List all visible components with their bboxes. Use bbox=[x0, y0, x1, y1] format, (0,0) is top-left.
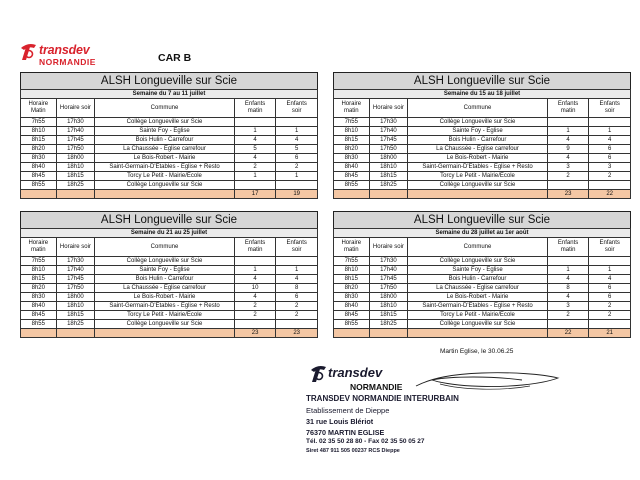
table-cell: 18h15 bbox=[369, 172, 408, 181]
table-cell: Bois Hulin - Carrefour bbox=[408, 136, 548, 145]
column-header: Enfants soir bbox=[589, 238, 631, 257]
table-cell: Torcy Le Petit - Mairie/Ecole bbox=[95, 311, 235, 320]
table-row bbox=[334, 163, 631, 172]
table-cell: 4 bbox=[234, 136, 276, 145]
total-soir: 21 bbox=[589, 329, 631, 338]
table-cell: 8h15 bbox=[334, 136, 370, 145]
panel-title: ALSH Longueville sur Scie bbox=[333, 211, 631, 228]
table-cell: 1 bbox=[589, 266, 631, 275]
table-cell: 17h40 bbox=[56, 127, 95, 136]
total-row bbox=[334, 190, 631, 199]
table-cell: 6 bbox=[589, 145, 631, 154]
table-row bbox=[334, 311, 631, 320]
table-cell: 17h50 bbox=[56, 145, 95, 154]
total-row bbox=[21, 329, 318, 338]
table-cell: 4 bbox=[234, 293, 276, 302]
column-header: Horaire matin bbox=[334, 238, 370, 257]
table-cell: Saint-Germain-D'Etables - Eglise + Resto bbox=[408, 163, 548, 172]
week-label: Semaine du 7 au 11 juillet bbox=[21, 90, 318, 99]
table-cell: 8h10 bbox=[21, 266, 57, 275]
table-cell: 8h40 bbox=[21, 163, 57, 172]
table-row bbox=[21, 275, 318, 284]
table-cell bbox=[234, 118, 276, 127]
table-cell: 2 bbox=[276, 311, 318, 320]
table-cell: Bois Hulin - Carrefour bbox=[408, 275, 548, 284]
column-header: Enfants soir bbox=[276, 99, 318, 118]
table-cell bbox=[276, 181, 318, 190]
signature-date: Martin Eglise, le 30.06.25 bbox=[440, 348, 514, 355]
total-matin: 23 bbox=[547, 190, 589, 199]
table-cell: 17h40 bbox=[369, 127, 408, 136]
total-blank-cell bbox=[408, 329, 548, 338]
total-blank-cell bbox=[408, 190, 548, 199]
schedule-panel bbox=[333, 72, 631, 199]
table-cell: Sainte Foy - Eglise bbox=[408, 127, 548, 136]
stamp-siret: Siret 487 911 505 00237 RCS Dieppe bbox=[306, 448, 400, 454]
table-row bbox=[21, 266, 318, 275]
table-cell: 4 bbox=[589, 136, 631, 145]
column-header: Horaire soir bbox=[369, 238, 408, 257]
table-cell: Collège Longueville sur Scie bbox=[95, 257, 235, 266]
table-cell: 10 bbox=[234, 284, 276, 293]
table-cell: 8h55 bbox=[21, 320, 57, 329]
table-row bbox=[21, 302, 318, 311]
table-cell: La Chaussée - Eglise carrefour bbox=[95, 145, 235, 154]
column-header: Commune bbox=[95, 99, 235, 118]
column-header: Enfants soir bbox=[276, 238, 318, 257]
column-header: Commune bbox=[95, 238, 235, 257]
stamp-phone: Tél. 02 35 50 28 80 - Fax 02 35 50 05 27 bbox=[306, 438, 425, 445]
table-cell: 8h55 bbox=[334, 181, 370, 190]
table-cell: 1 bbox=[234, 172, 276, 181]
table-cell: Le Bois-Robert - Mairie bbox=[95, 293, 235, 302]
table-row bbox=[334, 275, 631, 284]
table-row bbox=[21, 127, 318, 136]
table-row bbox=[334, 320, 631, 329]
table-cell: 17h50 bbox=[369, 145, 408, 154]
total-blank-cell bbox=[334, 190, 370, 199]
table-cell bbox=[547, 320, 589, 329]
table-cell: 1 bbox=[276, 172, 318, 181]
table-cell: 2 bbox=[276, 302, 318, 311]
table-cell: 18h25 bbox=[369, 320, 408, 329]
table-cell: 18h15 bbox=[56, 311, 95, 320]
table-cell: 17h45 bbox=[56, 275, 95, 284]
total-blank-cell bbox=[95, 329, 235, 338]
total-soir: 19 bbox=[276, 190, 318, 199]
table-cell: La Chaussée - Eglise carrefour bbox=[95, 284, 235, 293]
table-cell: 8h40 bbox=[334, 302, 370, 311]
stamp-company: TRANSDEV NORMANDIE INTERURBAIN bbox=[306, 394, 459, 403]
table-row bbox=[21, 145, 318, 154]
column-header: Horaire Matin bbox=[21, 99, 57, 118]
total-matin: 23 bbox=[234, 329, 276, 338]
table-row bbox=[21, 257, 318, 266]
table-row bbox=[21, 293, 318, 302]
table-row bbox=[21, 136, 318, 145]
table-cell: 1 bbox=[276, 266, 318, 275]
table-cell: 3 bbox=[547, 163, 589, 172]
table-cell: 8h10 bbox=[334, 127, 370, 136]
table-row bbox=[21, 163, 318, 172]
week-label: Semaine du 28 juillet au 1er août bbox=[334, 229, 631, 238]
table-cell: 7h55 bbox=[334, 257, 370, 266]
table-cell: 18h10 bbox=[369, 302, 408, 311]
table-cell: 2 bbox=[547, 172, 589, 181]
table-row bbox=[334, 154, 631, 163]
table-cell: 2 bbox=[589, 311, 631, 320]
table-row bbox=[334, 127, 631, 136]
total-blank-cell bbox=[56, 190, 95, 199]
table-cell: 8h45 bbox=[334, 172, 370, 181]
column-header: Enfants matin bbox=[234, 238, 276, 257]
column-header: Horaire matin bbox=[334, 99, 370, 118]
table-cell: 17h45 bbox=[369, 136, 408, 145]
table-cell: 7h55 bbox=[21, 118, 57, 127]
table-row bbox=[334, 172, 631, 181]
table-cell: 4 bbox=[276, 275, 318, 284]
column-header: Horaire soir bbox=[56, 238, 95, 257]
total-blank-cell bbox=[334, 329, 370, 338]
table-cell: Saint-Germain-D'Etables - Eglise + Resto bbox=[95, 302, 235, 311]
document-title: CAR B bbox=[158, 52, 192, 64]
panel-title: ALSH Longueville sur Scie bbox=[20, 72, 318, 89]
table-cell: 17h45 bbox=[369, 275, 408, 284]
total-blank-cell bbox=[21, 190, 57, 199]
column-header: Enfants matin bbox=[547, 99, 589, 118]
schedule-panel bbox=[20, 211, 318, 338]
table-cell: 1 bbox=[234, 266, 276, 275]
table-cell: 4 bbox=[547, 154, 589, 163]
table-cell: 8h40 bbox=[21, 302, 57, 311]
total-matin: 17 bbox=[234, 190, 276, 199]
schedule-table bbox=[20, 89, 318, 199]
table-cell: 3 bbox=[589, 163, 631, 172]
table-cell: 17h50 bbox=[56, 284, 95, 293]
column-header: Commune bbox=[408, 238, 548, 257]
table-cell: 17h40 bbox=[369, 266, 408, 275]
table-cell bbox=[234, 320, 276, 329]
table-row bbox=[334, 136, 631, 145]
table-cell: 6 bbox=[589, 154, 631, 163]
table-cell: 8h15 bbox=[21, 275, 57, 284]
table-cell: 6 bbox=[589, 293, 631, 302]
table-cell: 8h30 bbox=[334, 293, 370, 302]
table-row bbox=[334, 257, 631, 266]
table-cell bbox=[276, 118, 318, 127]
table-row bbox=[334, 302, 631, 311]
table-row bbox=[334, 118, 631, 127]
table-cell: 1 bbox=[547, 127, 589, 136]
table-cell: 4 bbox=[547, 136, 589, 145]
table-cell: 8 bbox=[276, 284, 318, 293]
table-cell: 7h55 bbox=[334, 118, 370, 127]
table-cell: 1 bbox=[234, 127, 276, 136]
table-cell: 2 bbox=[589, 302, 631, 311]
table-cell: Saint-Germain-D'Etables - Eglise + Resto bbox=[95, 163, 235, 172]
table-cell: Le Bois-Robert - Mairie bbox=[95, 154, 235, 163]
table-cell: 2 bbox=[589, 172, 631, 181]
table-cell: Collège Longueville sur Scie bbox=[408, 320, 548, 329]
table-cell: 8h40 bbox=[334, 163, 370, 172]
table-cell: 18h00 bbox=[56, 154, 95, 163]
table-cell: La Chaussée - Eglise carrefour bbox=[408, 145, 548, 154]
table-cell: 18h10 bbox=[56, 302, 95, 311]
table-row bbox=[334, 266, 631, 275]
table-cell: 2 bbox=[547, 311, 589, 320]
table-cell: Torcy Le Petit - Mairie/Ecole bbox=[408, 172, 548, 181]
table-row bbox=[21, 172, 318, 181]
table-cell: Saint-Germain-D'Etables - Eglise + Resto bbox=[408, 302, 548, 311]
table-cell: Collège Longueville sur Scie bbox=[408, 118, 548, 127]
table-cell: 8h30 bbox=[21, 154, 57, 163]
table-cell: 8h55 bbox=[21, 181, 57, 190]
week-label: Semaine du 15 au 18 juillet bbox=[334, 90, 631, 99]
total-soir: 23 bbox=[276, 329, 318, 338]
schedule-panel bbox=[333, 211, 631, 338]
table-cell: 6 bbox=[276, 293, 318, 302]
table-cell bbox=[547, 181, 589, 190]
total-row bbox=[334, 329, 631, 338]
stamp-city: 76370 MARTIN EGLISE bbox=[306, 428, 385, 437]
table-cell: 5 bbox=[234, 145, 276, 154]
table-cell: 8h10 bbox=[21, 127, 57, 136]
total-soir: 22 bbox=[589, 190, 631, 199]
table-cell: Collège Longueville sur Scie bbox=[408, 181, 548, 190]
transdev-logo-icon bbox=[18, 42, 38, 62]
schedule-panel bbox=[20, 72, 318, 199]
panel-title: ALSH Longueville sur Scie bbox=[333, 72, 631, 89]
company-stamp bbox=[306, 362, 566, 462]
table-cell bbox=[547, 257, 589, 266]
table-cell: 8h10 bbox=[334, 266, 370, 275]
table-cell: 18h25 bbox=[369, 181, 408, 190]
table-cell: 8h20 bbox=[334, 145, 370, 154]
table-cell: 18h25 bbox=[56, 320, 95, 329]
transdev-logo bbox=[18, 42, 128, 70]
table-cell: 8h15 bbox=[334, 275, 370, 284]
table-cell: Le Bois-Robert - Mairie bbox=[408, 154, 548, 163]
table-cell: Le Bois-Robert - Mairie bbox=[408, 293, 548, 302]
table-cell: 17h40 bbox=[56, 266, 95, 275]
table-cell: 8h20 bbox=[21, 145, 57, 154]
table-cell: 8h30 bbox=[21, 293, 57, 302]
table-cell bbox=[589, 320, 631, 329]
table-cell: 18h25 bbox=[56, 181, 95, 190]
table-row bbox=[21, 154, 318, 163]
table-cell: 6 bbox=[589, 284, 631, 293]
table-cell: 8h45 bbox=[334, 311, 370, 320]
column-header: Horaire soir bbox=[369, 99, 408, 118]
table-cell: Collège Longueville sur Scie bbox=[95, 320, 235, 329]
table-cell: 18h00 bbox=[369, 154, 408, 163]
table-row bbox=[21, 181, 318, 190]
stamp-logo-icon bbox=[308, 364, 328, 384]
logo-region: NORMANDIE bbox=[39, 57, 96, 67]
table-row bbox=[21, 118, 318, 127]
table-cell bbox=[547, 118, 589, 127]
stamp-establishment: Etablissement de Dieppe bbox=[306, 406, 390, 415]
total-blank-cell bbox=[95, 190, 235, 199]
table-cell: 4 bbox=[234, 275, 276, 284]
column-header: Enfants matin bbox=[234, 99, 276, 118]
table-cell: 17h50 bbox=[369, 284, 408, 293]
table-cell bbox=[234, 181, 276, 190]
table-cell bbox=[589, 257, 631, 266]
total-matin: 22 bbox=[547, 329, 589, 338]
stamp-brand: transdev bbox=[328, 365, 383, 380]
table-cell: Bois Hulin - Carrefour bbox=[95, 136, 235, 145]
table-cell: 4 bbox=[276, 136, 318, 145]
table-cell: 5 bbox=[276, 145, 318, 154]
week-label: Semaine du 21 au 25 juillet bbox=[21, 229, 318, 238]
table-cell: 17h30 bbox=[369, 118, 408, 127]
table-cell: 1 bbox=[547, 266, 589, 275]
total-row bbox=[21, 190, 318, 199]
table-row bbox=[21, 284, 318, 293]
schedule-table bbox=[20, 228, 318, 338]
table-row bbox=[334, 181, 631, 190]
table-cell: 18h00 bbox=[369, 293, 408, 302]
table-cell: Sainte Foy - Eglise bbox=[95, 266, 235, 275]
table-cell: Collège Longueville sur Scie bbox=[95, 181, 235, 190]
table-cell: 8 bbox=[547, 284, 589, 293]
table-cell: 2 bbox=[234, 311, 276, 320]
table-cell: 8h45 bbox=[21, 311, 57, 320]
total-blank-cell bbox=[369, 190, 408, 199]
table-cell: Sainte Foy - Eglise bbox=[408, 266, 548, 275]
table-cell: 6 bbox=[276, 154, 318, 163]
total-blank-cell bbox=[56, 329, 95, 338]
table-cell: 8h20 bbox=[334, 284, 370, 293]
table-cell: Torcy Le Petit - Mairie/Ecole bbox=[408, 311, 548, 320]
table-cell: 18h15 bbox=[369, 311, 408, 320]
table-cell: 17h45 bbox=[56, 136, 95, 145]
column-header: Horaire matin bbox=[21, 238, 57, 257]
table-cell: La Chaussée - Eglise carrefour bbox=[408, 284, 548, 293]
logo-brand: transdev bbox=[39, 43, 90, 57]
table-cell: 4 bbox=[589, 275, 631, 284]
table-cell: 17h30 bbox=[369, 257, 408, 266]
total-blank-cell bbox=[21, 329, 57, 338]
table-row bbox=[334, 293, 631, 302]
table-cell: 8h45 bbox=[21, 172, 57, 181]
table-row bbox=[334, 145, 631, 154]
table-cell: 7h55 bbox=[21, 257, 57, 266]
table-cell: 4 bbox=[547, 275, 589, 284]
table-cell: 18h00 bbox=[56, 293, 95, 302]
table-cell bbox=[589, 181, 631, 190]
table-cell: 2 bbox=[234, 163, 276, 172]
table-cell: 1 bbox=[276, 127, 318, 136]
schedule-table bbox=[333, 89, 631, 199]
column-header: Commune bbox=[408, 99, 548, 118]
table-cell: 9 bbox=[547, 145, 589, 154]
table-cell: 8h30 bbox=[334, 154, 370, 163]
table-cell: 4 bbox=[234, 154, 276, 163]
table-cell bbox=[234, 257, 276, 266]
table-cell: 1 bbox=[589, 127, 631, 136]
table-cell: 3 bbox=[547, 302, 589, 311]
table-cell: 18h15 bbox=[56, 172, 95, 181]
column-header: Enfants matin bbox=[547, 238, 589, 257]
stamp-street: 31 rue Louis Blériot bbox=[306, 417, 374, 426]
table-row bbox=[21, 311, 318, 320]
column-header: Horaire soir bbox=[56, 99, 95, 118]
table-cell: 8h55 bbox=[334, 320, 370, 329]
table-cell: Sainte Foy - Eglise bbox=[95, 127, 235, 136]
total-blank-cell bbox=[369, 329, 408, 338]
table-cell: 4 bbox=[547, 293, 589, 302]
table-cell: Collège Longueville sur Scie bbox=[408, 257, 548, 266]
table-cell: 2 bbox=[276, 163, 318, 172]
table-cell bbox=[276, 320, 318, 329]
table-cell: 17h30 bbox=[56, 118, 95, 127]
stamp-region: NORMANDIE bbox=[350, 382, 403, 392]
table-row bbox=[21, 320, 318, 329]
table-cell: Collège Longueville sur Scie bbox=[95, 118, 235, 127]
table-cell: 2 bbox=[234, 302, 276, 311]
table-cell: 8h20 bbox=[21, 284, 57, 293]
table-cell: 17h30 bbox=[56, 257, 95, 266]
table-cell: Torcy Le Petit - Mairie/Ecole bbox=[95, 172, 235, 181]
table-cell bbox=[276, 257, 318, 266]
column-header: Enfants soir bbox=[589, 99, 631, 118]
table-cell: 18h10 bbox=[369, 163, 408, 172]
panel-title: ALSH Longueville sur Scie bbox=[20, 211, 318, 228]
table-cell: 18h10 bbox=[56, 163, 95, 172]
table-cell: Bois Hulin - Carrefour bbox=[95, 275, 235, 284]
table-cell: 8h15 bbox=[21, 136, 57, 145]
table-row bbox=[334, 284, 631, 293]
table-cell bbox=[589, 118, 631, 127]
schedule-table bbox=[333, 228, 631, 338]
